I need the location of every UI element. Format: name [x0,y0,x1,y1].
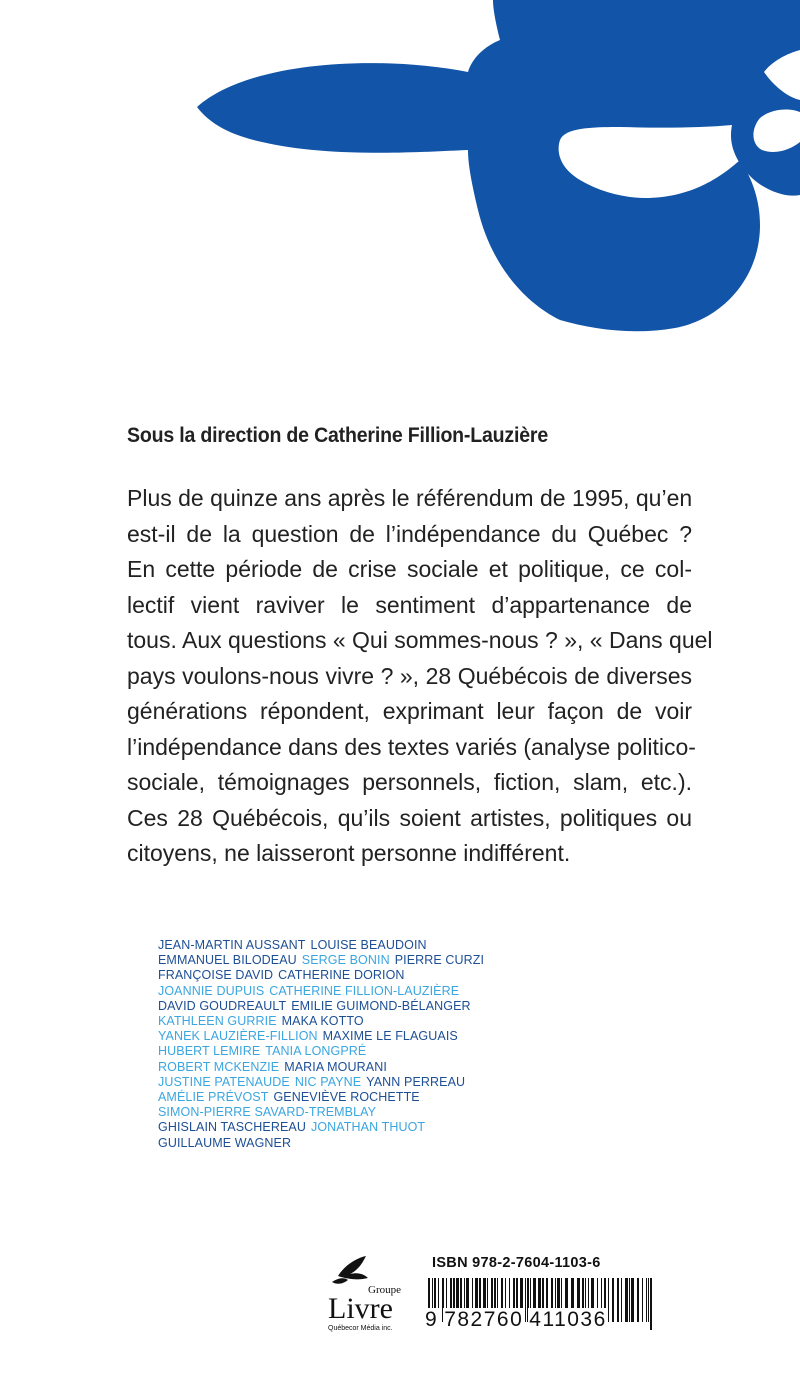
contributor-row [158,1060,518,1075]
contributor-name: EMILIE GUIMOND-BÉLANGER [291,998,471,1013]
contributor-row [158,984,518,999]
contributor-row [158,1120,518,1135]
contributor-name: MAXIME LE FLAGUAIS [322,1029,458,1044]
contributor-row [158,968,518,983]
publisher-logo [310,1252,410,1342]
contributor-name: PIERRE CURZI [394,953,485,968]
publisher-parent-text: Québecor Média inc. [328,1325,393,1332]
barcode-digits-left: 782760 [444,1308,524,1331]
bird-leaf-icon [332,1256,368,1284]
contributor-row [158,1044,518,1059]
blurb-line: pays voulons-nous vivre ? », 28 Québécois de diverses [127,662,692,689]
blurb-line: générations répondent, exprimant leur façon de voir [127,698,692,724]
contributor-name: JONATHAN THUOT [311,1120,426,1135]
blurb-line: est-il de la question de l’indépendance du Québec ? [127,520,692,547]
contributor-name: TANIA LONGPRÉ [265,1044,367,1059]
blurb-line: citoyens, ne laisseront personne indifférent. [127,840,571,866]
contributor-row [158,1014,518,1029]
contributor-name: SERGE BONIN [301,953,390,968]
contributor-name: MAKA KOTTO [281,1014,364,1029]
back-cover-blurb [127,481,713,872]
contributor-row [158,1090,518,1105]
fleur-de-lis-graphic [0,0,800,390]
contributor-name: JEAN-MARTIN AUSSANT [158,938,306,952]
publisher-group-text: Groupe [368,1284,401,1296]
contributor-name: SIMON-PIERRE SAVARD-TREMBLAY [158,1105,377,1120]
contributor-name: FRANÇOISE DAVID [158,968,274,983]
contributor-name: YANEK LAUZIÈRE-FILLION [158,1029,318,1044]
blurb-line: Plus de quinze ans après le référendum de 1995, qu’en [127,485,693,511]
contributor-name: EMMANUEL BILODEAU [158,953,297,968]
barcode-digits [424,1302,664,1332]
contributor-name: LOUISE BEAUDOIN [310,938,427,952]
blurb-line: sociale, témoignages personnels, fiction, slam, etc.). [127,769,692,795]
contributor-name: YANN PERREAU [366,1074,466,1089]
contributor-name: CATHERINE FILLION-LAUZIÈRE [269,983,460,998]
contributor-row [158,1105,518,1120]
contributor-name: GENEVIÈVE ROCHETTE [273,1090,420,1105]
contributor-name: GHISLAIN TASCHEREAU [158,1120,306,1135]
barcode-digit-prefix: 9 [425,1308,439,1331]
isbn-label: ISBN 978-2-7604-1103-6 [432,1255,601,1271]
contributor-row [158,1136,518,1151]
contributor-name: DAVID GOUDREAULT [158,998,287,1013]
contributor-name: ROBERT MCKENZIE [158,1059,280,1074]
contributor-row [158,1029,518,1044]
blurb-line: En cette période de crise sociale et politique, ce col- [127,556,692,582]
contributor-name: GUILLAUME WAGNER [158,1135,292,1150]
contributor-name: MARIA MOURANI [284,1059,387,1074]
blurb-line: l’indépendance dans des textes variés (analyse politico- [127,733,696,760]
contributor-name: CATHERINE DORION [278,968,405,983]
blurb-line: Ces 28 Québécois, qu’ils soient artistes, politiques ou [127,804,692,831]
blurb-line: lectif vient raviver le sentiment d’appartenance de [127,591,692,618]
contributor-name: NIC PAYNE [294,1074,362,1089]
publisher-name-text: Livre [328,1292,393,1325]
contributor-list [158,938,518,1151]
contributor-row [158,938,518,953]
contributor-name: JUSTINE PATENAUDE [158,1074,290,1089]
blurb-line: tous. Aux questions « Qui sommes-nous ? », « Dans quel [127,627,713,653]
barcode-digits-right: 411036 [529,1308,607,1331]
contributor-name: AMÉLIE PRÉVOST [158,1090,269,1105]
editor-credit: Sous la direction de Catherine Fillion-Lauzière [127,424,548,447]
contributor-name: KATHLEEN GURRIE [158,1014,277,1029]
contributor-row [158,999,518,1014]
contributor-row [158,953,518,968]
contributor-name: HUBERT LEMIRE [158,1044,261,1059]
contributor-row [158,1075,518,1090]
contributor-name: JOANNIE DUPUIS [158,983,265,998]
